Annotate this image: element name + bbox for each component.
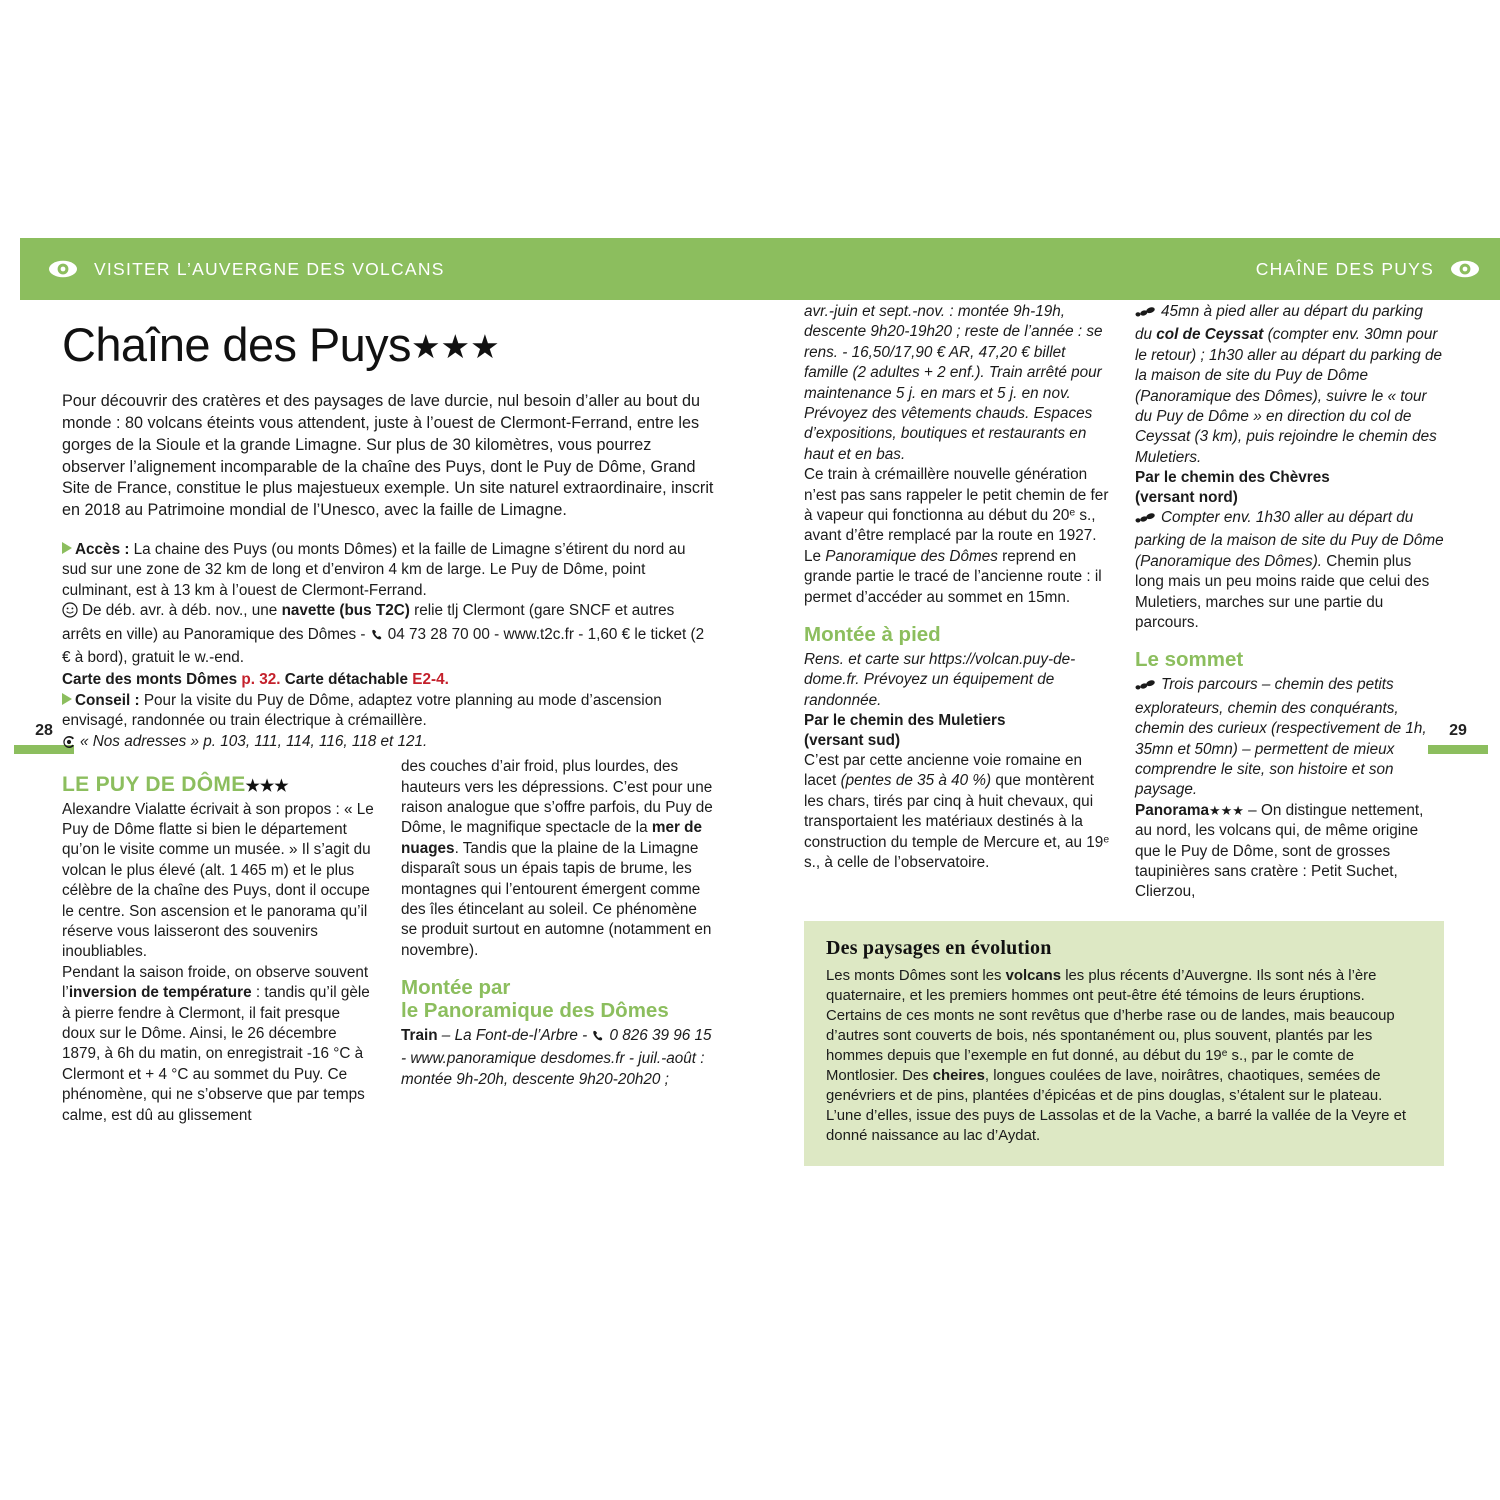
right-page [760,300,1480,1166]
train-info [401,1026,714,1090]
carte-line [62,670,714,690]
carte-part2: Carte détachable [280,671,413,689]
carte-ref-grid: E2-4. [412,671,449,689]
walking-routes-block [1135,302,1444,633]
text-post: s., à celle de l’observatoire. [804,854,990,872]
acces-label: Accès : [75,541,130,559]
adresses-text: « Nos adresses » p. 103, 111, 114, 116, 118 et 121. [80,732,428,750]
section-heading-text: LE PUY DE DÔME [62,773,246,797]
left-column-1 [62,757,375,1126]
bus-face-icon [62,602,78,624]
carte-part1: Carte des monts Dômes [62,671,242,689]
triangle-bullet-icon [62,542,72,554]
ordinal-suffix: e [1103,834,1110,846]
navette-text-pre: De déb. avr. à déb. nov., une [82,602,282,620]
heading-line-1: Montée par [401,976,511,1000]
subheading-chevres [1135,468,1444,508]
sommet-text: Trois parcours – chemin des petits explorateurs, chemin des conquérants, chemin des curieux (respectivement de 1h, 35mn et 50mn) – permettent de mieux comprendre le site, son histoire et son paysage. [1135,676,1427,799]
navette-phone: 04 73 28 70 00 [387,625,490,643]
eye-icon [48,260,78,278]
text-italic: (pentes de 35 à 40 %) [840,772,992,790]
conseil-label: Conseil : [75,691,140,709]
acces-text: La chaine des Puys (ou monts Dômes) et la faille de Limagne s’étirent du nord au sud sur une zone de 32 km de long et d’environ 4 km de large. Le Puy de Dôme, point culminant, est à 13 km à l’ouest de Clermont-Ferrand. [62,541,686,599]
text-mid-2: s., par le comte de Montlosier. Des [826,1048,1354,1085]
conseil-paragraph [62,691,714,732]
triangle-bullet-icon [62,693,72,705]
paragraph [804,465,1113,608]
subheading-line-2: (versant sud) [804,732,901,750]
left-page [20,300,752,1126]
phone-icon [591,1029,605,1049]
text-bold: volcans [1005,967,1062,984]
subheading-line-2: (versant nord) [1135,489,1238,507]
page-number-right-value: 29 [1449,722,1467,739]
paragraph [804,751,1113,873]
navette-text-mid: relie tlj Clermont (gare SNCF et autres arrêts en ville) au Panoramique des Dômes - [62,602,675,643]
section-heading-montee-par [401,977,714,1023]
running-header-left-label: VISITER L’AUVERGNE DES VOLCANS [94,258,445,279]
adresses-paragraph [62,732,714,755]
train-text-post: - www.panoramique desdomes.fr - juil.-août : montée 9h-20h, descente 9h20-20h20 ; [401,1050,705,1088]
panorama-text: – On distingue nettement, au nord, les volcans qui, de même origine que le Puy de Dôme, sont de grosses taupinières sans cratère : Petit Suchet, Clierzou, [1135,801,1424,901]
right-page-columns [804,302,1444,903]
text-rest: Chemin plus long mais un peu moins raide que celui des Muletiers, marches sur une partie du parcours. [1135,552,1430,632]
info-box-title: Des paysages en évolution [826,936,1052,959]
text-bold-2: cheires [932,1068,985,1085]
paragraph [1135,302,1444,468]
text-post: : tandis qu’il gèle à pierre fendre à Clermont, il fait presque doux sur le Dôme. Ainsi, le 26 décembre 1879, à 6h du matin, on enregistrait -16 °C à Clermont et + 4 °C au sommet du Puy. Ce phénomène, qui ne s’observe que par temps calme, est dû au glissement [62,984,370,1124]
text-italic: Panoramique des Dômes [825,547,998,565]
text-italic: Compter env. 1h30 aller au départ du parking de la maison de site du Puy de Dôme (Panoramique des Dômes). [1135,509,1444,570]
heading-line-2: le Panoramique des Dômes [401,999,669,1023]
rating-stars: ★★★ [410,328,500,365]
subheading-muletiers [804,711,1113,751]
text-pre: Pendant la saison froide, on observe souvent l’ [62,963,369,1002]
text-pre: 45mn à pied aller au départ du parking du [1135,303,1423,344]
paragraph [804,302,1113,465]
footprints-icon [1135,305,1157,325]
paragraph [1135,801,1444,903]
montee-a-pied-block [804,650,1113,873]
train-text-pre: – La Font-de-l’Arbre - [437,1027,592,1045]
paragraph [401,757,714,961]
subheading-line-1: Par le chemin des Muletiers [804,712,1006,730]
text-mid: s., avant d’être remplacé par la route en 1927. Le [804,507,1097,565]
left-page-columns [62,757,714,1126]
text-pre: Ce train à crémaillère nouvelle génération n’est pas sans rappeler le petit chemin de fer à vapeur qui fonctionna au début du 20 [804,466,1109,525]
text-post: (compter env. 30mn pour le retour) ; 1h30 aller au départ du parking de la maison de site du Puy de Dôme (Panoramique des Dômes), suivre le « tour du Puy de Dôme » en direction du col de Ceyssat (3 km), puis rejoindre le chemin des Muletiers. [1135,326,1442,466]
section-heading-montee-a-pied: Montée à pied [804,623,941,647]
text-pre: des couches d’air froid, plus lourdes, des hauteurs vers les dépressions. C’est pour une raison analogue que s’offre parfois, du Puy de Dôme, le magnifique spectacle de la [401,758,713,837]
train-label: Train [401,1027,438,1045]
eye-icon [1450,260,1480,278]
footprints-icon [1135,511,1157,531]
paragraph [62,963,375,1126]
info-box-text [826,966,1422,1146]
text-bold: inversion de température [68,984,252,1002]
page-title-text: Chaîne des Puys [62,318,411,371]
text-bold: mer de nuages [401,819,703,857]
conseil-text: Pour la visite du Puy de Dôme, adaptez votre planning au mode d’ascension envisagé, randonnée ou train électrique à crémaillère. [62,691,662,730]
train-info-continued [804,302,1113,608]
text-post: reprend en grande partie le tracé de l’ancienne route : il permet d’accéder au sommet en 15mn. [804,547,1102,606]
text-bold: col de Ceyssat [1156,326,1264,344]
rens-text: Rens. et carte sur https://volcan.puy-de-dome.fr. Prévoyez un équipement de randonnée. [804,651,1076,709]
rating-stars: ★★★ [1208,802,1244,818]
text-pre: C’est par cette ancienne voie romaine en lacet [804,752,1083,790]
page-number-left-value: 28 [35,722,53,739]
running-header-right-label: CHAÎNE DES PUYS [1255,258,1434,279]
text-post: . Tandis que la plaine de la Limagne disparaît sous un épais tapis de brume, les montagnes qui l’entourent émergent comme des îles étincelant au soleil. Ce phénomène se produit surtout en automne (notamment en novembre). [401,839,712,959]
paragraph [1135,675,1444,800]
navette-bold: navette (bus T2C) [281,602,410,620]
bullseye-icon [62,735,76,755]
ordinal-suffix: e [1221,1047,1228,1059]
ordinal-suffix: e [1069,507,1076,519]
panorama-label: Panorama [1135,801,1209,819]
puy-de-dome-text-1 [62,800,375,1127]
text-post: , longues coulées de lave, noirâtres, chaotiques, semées de genévriers et de pins, plantées d’épicéas et de pins douglas, s’étalent sur le plateau. L’une d’elles, issue des puys de Lassolas et de la Vache, a barré la vallée de la Veyre et donné naissance au lac d’Aydat. [826,1068,1406,1145]
paragraph [804,650,1113,711]
text-mid: que montèrent les chars, tirés par cinq à huit chevaux, qui transportaient les matériaux destinés à la construction du temple de Mercure et, au 19 [804,772,1104,851]
footprints-icon [1135,678,1157,698]
info-box-paysages [804,921,1444,1166]
phone-icon [370,628,384,648]
practical-info-block [62,540,714,755]
puy-de-dome-text-2 [401,757,714,961]
intro-paragraph: Pour découvrir des cratères et des paysages de lave durcie, nul besoin d’aller au bout du monde : 80 volcans éteints vous attendent, juste à l’ouest de Clermont-Ferrand, entre les gorges de la Sioule et la grande Limagne. Sur plus de 30 kilomètres, vous pourrez observer l’alignement incomparable de la chaîne des Puys, dont le Puy de Dôme, Grand Site de France, constitue le plus majestueux exemple. Un site naturel extraordinaire, inscrit en 2018 au Patrimoine mondial de l’Unesco, avec la faille de Limagne. [62,392,714,520]
paragraph [401,1026,714,1090]
rating-stars: ★★★ [245,778,289,796]
navette-text-post: - www.t2c.fr - 1,60 € le ticket (2 € à bord), gratuit le w.-end. [62,625,705,667]
right-column-2 [1135,302,1444,903]
carte-ref-page: p. 32. [241,671,281,689]
sommet-block [1135,675,1444,902]
navette-paragraph [62,601,714,668]
running-header-left [20,238,780,300]
text-italic: avr.-juin et sept.-nov. : montée 9h-19h, descente 9h20-19h20 ; reste de l’année : se rens. - 16,50/17,90 € AR, 47,20 € billet famille (2 adultes + 2 enf.). Train arrêté pour maintenance 5 j. en mars et 5 j. en nov. Prévoyez des vêtements chauds. Espaces d’expositions, boutiques et restaurants en haut et en bas. [804,303,1103,463]
right-column-1 [804,302,1113,903]
text-pre: Les monts Dômes sont les [826,967,1006,984]
paragraph [1135,508,1444,633]
running-header-right [760,238,1500,300]
page-title [62,320,714,369]
train-phone: 0 826 39 96 15 [609,1027,712,1045]
paragraph: Alexandre Vialatte écrivait à son propos : « Le Puy de Dôme flatte si bien le département qu’on le visite comme un musée. » Il s’agit du volcan le plus élevé (alt. 1 465 m) et le plus célèbre de la chaîne des Puys, dont il occupe le centre. Son ascension et le panorama qu’il réserve vous laisseront des souvenirs inoubliables. [62,800,374,961]
text-mid: les plus récents d’Auvergne. Ils sont nés à l’ère quaternaire, et les premiers hommes ont peut-être été témoins de leurs éruptions. Certains de ces monts ne sont revêtus que d’herbe rase ou de landes, mais beaucoup d’autres sont couverts de bois, nés spontanément ou, plus souvent, plantés par les hommes depuis que l’exemple en fut donné, au début du 19 [826,967,1395,1065]
section-heading-le-sommet: Le sommet [1135,648,1244,672]
left-column-2 [401,757,714,1126]
section-heading-puy-de-dome [62,773,375,797]
subheading-line-1: Par le chemin des Chèvres [1135,469,1330,487]
acces-paragraph [62,540,714,601]
